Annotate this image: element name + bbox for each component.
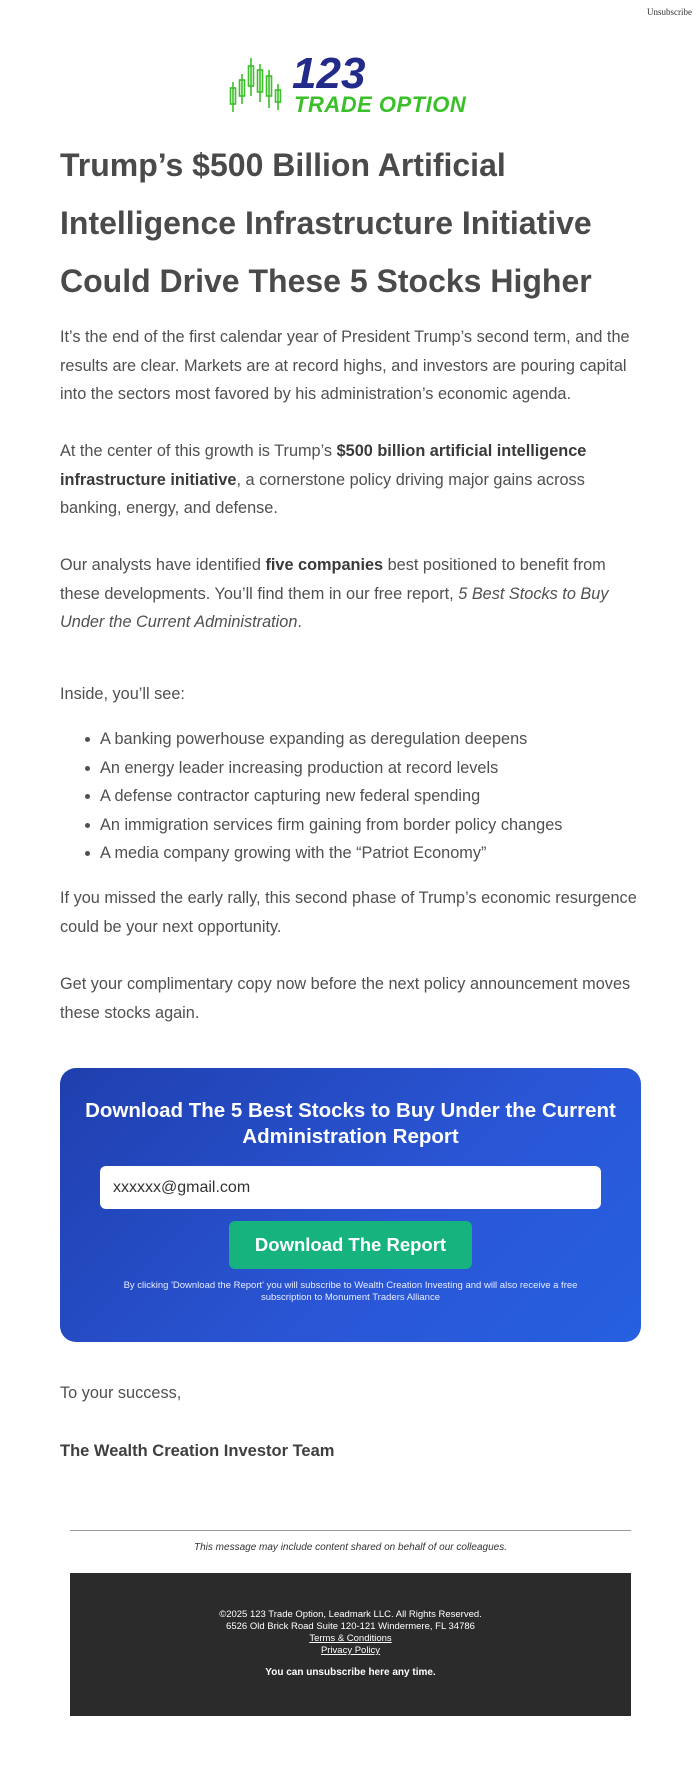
paragraph-cta: Get your complimentary copy now before the next policy announcement moves these stocks again. xyxy=(60,975,631,1022)
list-item: A defense contractor capturing new federal spending xyxy=(60,782,644,811)
paragraph-analysts xyxy=(60,551,644,637)
article-title: Trump’s $500 Billion Artificial Intelligence Infrastructure Initiative Could Drive These 5 Stocks Higher xyxy=(60,147,592,299)
signature: The Wealth Creation Investor Team xyxy=(60,1442,335,1460)
text: , a cornerstone policy driving major gains across banking, energy, and defense. xyxy=(60,470,585,518)
privacy-link[interactable]: Privacy Policy xyxy=(320,1645,381,1656)
divider xyxy=(70,1530,631,1531)
list-item: A media company growing with the “Patriot Economy” xyxy=(60,839,644,868)
inside-intro: Inside, you’ll see: xyxy=(60,685,185,703)
bullet-list xyxy=(60,725,644,868)
unsubscribe-link[interactable]: Unsubscribe xyxy=(647,7,692,17)
form-disclaimer: By clicking 'Download the Report' you will subscribe to Wealth Creation Investing and will also receive a free subscription to Monument Traders Alliance xyxy=(123,1280,578,1303)
report-title: 5 Best Stocks to Buy Under the Current Administration xyxy=(60,584,609,632)
bold-text: $500 billion artificial intelligence infrastructure initiative xyxy=(60,442,587,489)
signoff: To your success, xyxy=(60,1384,182,1402)
logo xyxy=(228,49,478,122)
bold-text: five companies xyxy=(265,556,384,574)
list-item: An energy leader increasing production at record levels xyxy=(60,754,644,783)
colleagues-note: This message may include content shared on behalf of our colleagues. xyxy=(194,1542,507,1553)
terms-link[interactable]: Terms & Conditions xyxy=(309,1633,392,1644)
candlestick-chart-icon xyxy=(228,56,288,118)
logo-text: TRADE OPTION xyxy=(294,92,467,117)
list-item: An immigration services firm gaining from border policy changes xyxy=(60,811,644,840)
logo-number: 123 xyxy=(292,49,366,98)
paragraph-opportunity: If you missed the early rally, this second phase of Trump’s economic resurgence could be your next opportunity. xyxy=(60,889,637,936)
text: Our analysts have identified xyxy=(60,556,266,574)
text: best positioned to benefit from these developments. You’ll find them in our free report, xyxy=(60,556,606,603)
download-form xyxy=(60,1068,641,1342)
copyright: ©2025 123 Trade Option, Leadmark LLC. All Rights Reserved. xyxy=(219,1609,482,1620)
email-input[interactable]: xxxxxx@gmail.com xyxy=(100,1166,601,1209)
list-item: A banking powerhouse expanding as deregulation deepens xyxy=(60,725,644,754)
form-title: Download The 5 Best Stocks to Buy Under the Current Administration Report xyxy=(85,1099,616,1148)
text: . xyxy=(297,613,302,632)
unsubscribe-note[interactable]: You can unsubscribe here any time. xyxy=(265,1667,436,1678)
text: At the center of this growth is Trump’s xyxy=(60,442,337,460)
address: 6526 Old Brick Road Suite 120-121 Windermere, FL 34786 xyxy=(226,1621,475,1632)
paragraph-intro: It’s the end of the first calendar year of President Trump’s second term, and the results are clear. Markets are at record highs, and investors are pouring capital into the sectors most favored by his administration’s economic agenda. xyxy=(60,328,630,404)
paragraph-initiative xyxy=(60,437,644,523)
download-report-button[interactable]: Download The Report xyxy=(229,1221,472,1269)
footer xyxy=(70,1573,631,1716)
